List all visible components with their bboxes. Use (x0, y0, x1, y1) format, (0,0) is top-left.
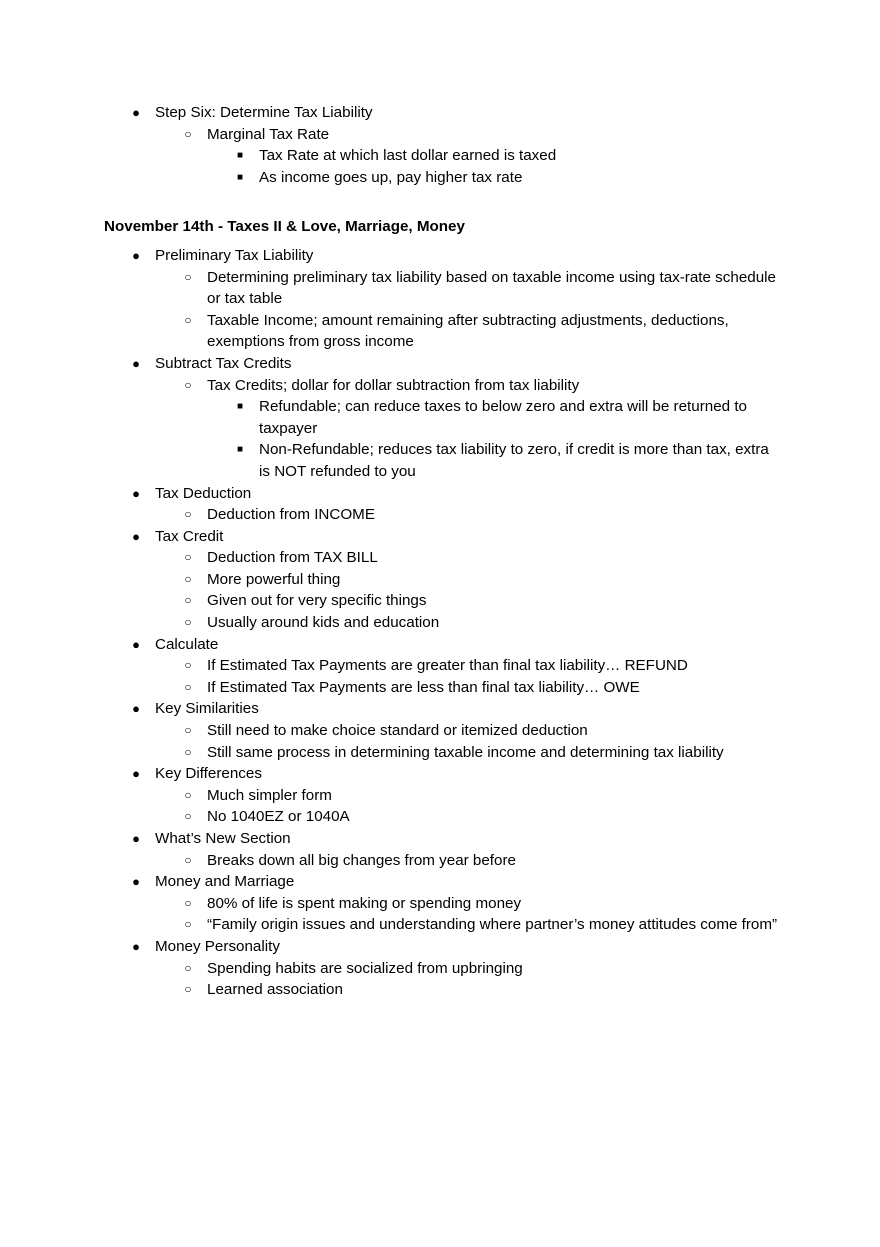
bullet-text: 80% of life is spent making or spending money (207, 894, 522, 912)
bullet-text: Still same process in determining taxable income and determining tax liability (207, 743, 724, 761)
bullet-whats-new-section (104, 828, 784, 850)
bullet-marker: ○ (184, 507, 192, 522)
sub-sub-bullet (104, 439, 784, 482)
sub-bullet (104, 742, 784, 764)
bullet-text: Tax Deduction (155, 484, 252, 502)
bullet-marker: ○ (184, 852, 192, 867)
bullet-marker: ○ (184, 982, 192, 997)
bullet-marker: ● (132, 528, 140, 544)
sub-bullet (104, 893, 784, 915)
bullet-text: Marginal Tax Rate (207, 125, 330, 143)
sub-bullet (104, 612, 784, 634)
bullet-marker: ○ (184, 550, 192, 565)
bullet-marker: ○ (184, 269, 192, 284)
bullet-marker: ○ (184, 593, 192, 608)
sub-bullet (104, 655, 784, 677)
bullet-marker: ○ (184, 917, 192, 932)
bullet-text: Tax Rate at which last dollar earned is taxed (259, 147, 557, 165)
sub-bullet (104, 979, 784, 1001)
bullet-marker: ● (132, 247, 140, 263)
bullet-money-personality (104, 936, 784, 958)
bullet-marker: ○ (184, 377, 192, 392)
bullet-marker: ● (132, 636, 140, 652)
bullet-text: Money and Marriage (155, 873, 295, 891)
bullet-marker: ● (132, 105, 140, 120)
bullet-text: Determining preliminary tax liability based on taxable income using tax-rate schedule or tax table (207, 268, 776, 308)
bullet-marker: ○ (184, 312, 192, 327)
bullet-text: Calculate (155, 635, 219, 653)
bullet-step-six (104, 102, 784, 124)
bullet-marker: ○ (184, 571, 192, 586)
bullet-text: Much simpler form (207, 786, 332, 804)
bullet-text: Key Similarities (155, 700, 259, 718)
bullet-tax-credit (104, 526, 784, 548)
bullet-text: If Estimated Tax Payments are less than final tax liability… OWE (207, 678, 640, 696)
bullet-marker: ● (132, 766, 140, 782)
bullet-preliminary-tax-liability (104, 245, 784, 267)
bullet-marker: ○ (184, 126, 192, 141)
sub-bullet (104, 267, 784, 310)
bullet-marker: ○ (184, 960, 192, 975)
bullet-text: Usually around kids and education (207, 614, 440, 632)
bullet-text: More powerful thing (207, 570, 341, 588)
bullet-text: “Family origin issues and understanding where partner’s money attitudes come from” (207, 916, 778, 934)
sub-bullet (104, 914, 784, 936)
bullet-text: As income goes up, pay higher tax rate (259, 168, 523, 186)
bullet-text: What’s New Section (155, 830, 291, 847)
section-heading: November 14th - Taxes II & Love, Marriage, Money (104, 218, 465, 236)
bullet-marker: ■ (236, 401, 244, 413)
bullet-marginal-point (104, 167, 784, 189)
bullet-text: If Estimated Tax Payments are greater than final tax liability… REFUND (207, 657, 688, 675)
sub-sub-bullet (104, 396, 784, 439)
bullet-text: Refundable; can reduce taxes to below zero and extra will be returned to taxpayer (259, 398, 747, 437)
bullet-text: Breaks down all big changes from year before (207, 851, 516, 869)
bullet-marker: ○ (184, 679, 192, 694)
bullet-text: Spending habits are socialized from upbringing (207, 959, 523, 977)
bullet-key-similarities (104, 698, 784, 720)
sub-bullet (104, 547, 784, 569)
bullet-text: Non-Refundable; reduces tax liability to zero, if credit is more than tax, extra is NOT refunded to you (259, 441, 769, 480)
bullet-text: Money Personality (155, 937, 280, 955)
bullet-marker: ■ (236, 171, 244, 183)
bullet-text: Key Differences (155, 765, 262, 783)
sub-bullet (104, 785, 784, 807)
sub-bullet (104, 375, 784, 397)
sub-bullet (104, 806, 784, 828)
notes-content (104, 102, 784, 1001)
bullet-marginal-tax-rate (104, 124, 784, 146)
sub-bullet (104, 590, 784, 612)
sub-bullet (104, 569, 784, 591)
bullet-text: Deduction from INCOME (207, 506, 375, 524)
bullet-marginal-point (104, 145, 784, 167)
bullet-marker: ■ (236, 444, 244, 456)
bullet-text: Given out for very specific things (207, 592, 427, 610)
bullet-text: Preliminary Tax Liability (155, 246, 314, 264)
sub-bullet (104, 850, 784, 872)
sub-bullet (104, 310, 784, 353)
bullet-marker: ○ (184, 723, 192, 738)
bullet-text: Still need to make choice standard or itemized deduction (207, 722, 588, 740)
bullet-marker: ● (132, 701, 140, 717)
bullet-calculate (104, 634, 784, 656)
bullet-tax-deduction (104, 483, 784, 505)
bullet-text: Learned association (207, 981, 343, 999)
bullet-marker: ○ (184, 744, 192, 759)
bullet-subtract-tax-credits (104, 353, 784, 375)
bullet-marker: ● (132, 485, 140, 501)
bullet-text: Tax Credit (155, 527, 224, 545)
sub-bullet (104, 958, 784, 980)
bullet-marker: ■ (236, 150, 244, 162)
bullet-marker: ○ (184, 658, 192, 673)
bullet-text: Taxable Income; amount remaining after subtracting adjustments, deductions, exemptions from gross income (207, 311, 729, 351)
bullet-marker: ● (132, 355, 140, 371)
bullet-text: No 1040EZ or 1040A (207, 808, 350, 826)
bullet-marker: ○ (184, 787, 192, 802)
bullet-marker: ○ (184, 809, 192, 824)
bullet-marker: ○ (184, 615, 192, 630)
sub-bullet (104, 677, 784, 699)
bullet-key-differences (104, 763, 784, 785)
sub-bullet (104, 504, 784, 526)
sub-bullet (104, 720, 784, 742)
bullet-text: Deduction from TAX BILL (207, 549, 378, 567)
bullet-marker: ● (132, 938, 140, 954)
bullet-marker: ● (132, 831, 140, 846)
bullet-marker: ○ (184, 895, 192, 910)
bullet-text: Step Six: Determine Tax Liability (155, 104, 373, 121)
bullet-money-and-marriage (104, 871, 784, 893)
bullet-text: Subtract Tax Credits (155, 354, 292, 372)
bullet-marker: ● (132, 874, 140, 890)
bullet-text: Tax Credits; dollar for dollar subtraction from tax liability (207, 376, 580, 394)
